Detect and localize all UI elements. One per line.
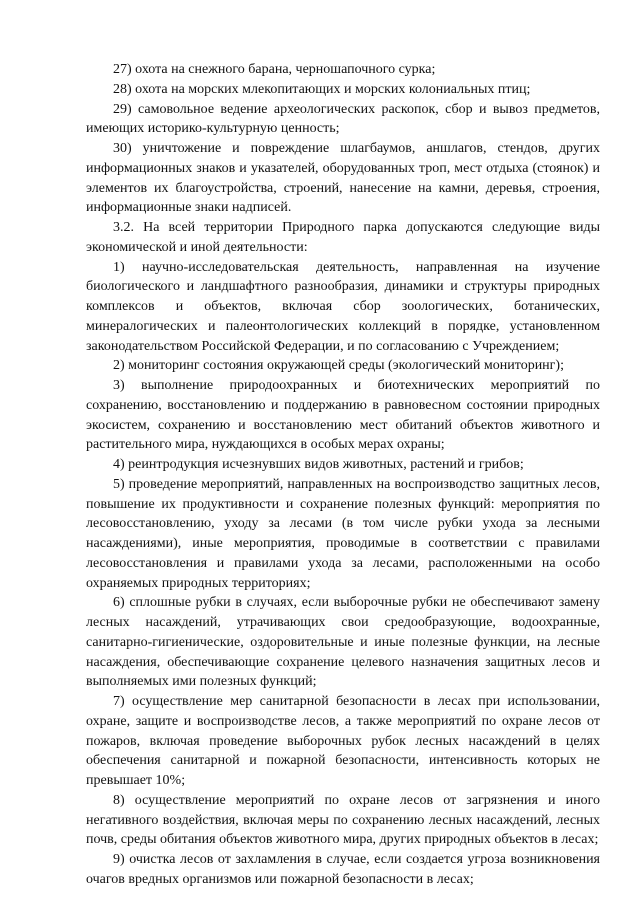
- section-3-2-heading: 3.2. На всей территории Природного парка допускаются следующие виды экономической и иной деятельности:: [86, 220, 600, 255]
- item-28: 28) охота на морских млекопитающих и морских колониальных птиц;: [113, 81, 531, 97]
- allowed-item-9: 9) очистка лесов от захламления в случае, если создается угроза возникновения очагов вредных организмов или пожарной безопасности в лесах;: [86, 852, 600, 887]
- allowed-item-1: 1) научно-исследовательская деятельность, направленная на изучение биологического и ландшафтного разнообразия, динамики и структуры природных комплексов и объектов, включая сбор зоологических, ботанических, минералогических и палеонтологических коллекций в порядке, установленном законодательством Российской Федерации, и по согласованию с Учреждением;: [86, 259, 600, 354]
- allowed-item-2: 2) мониторинг состояния окружающей среды (экологический мониторинг);: [113, 358, 564, 374]
- item-30: 30) уничтожение и повреждение шлагбаумов, аншлагов, стендов, других информационных знаков и указателей, оборудованных троп, мест отдыха (стоянок) и элементов их благоустройства, строений, нанесение на камни, деревья, строения, информационные знаки надписей.: [86, 141, 600, 216]
- allowed-item-6: 6) сплошные рубки в случаях, если выборочные рубки не обеспечивают замену лесных насаждений, утрачивающих свои средообразующие, водоохранные, санитарно-гигиенические, оздоровительные и иные полезные функции, на лесные насаждения, обеспечивающие сохранение целевого назначения защитных лесов и выполняемых ими полезных функций;: [86, 595, 600, 690]
- allowed-item-3: 3) выполнение природоохранных и биотехнических мероприятий по сохранению, восстановлению и поддержанию в равновесном состоянии природных экосистем, сохранению и восстановлению мест обитаний объектов животного и растительного мира, нуждающихся в особых мерах охраны;: [86, 378, 600, 453]
- allowed-item-7: 7) осуществление мер санитарной безопасности в лесах при использовании, охране, защите и воспроизводстве лесов, а также мероприятий по охране лесов от пожаров, включая проведение выборочных рубок лесных насаждений в целях обеспечения санитарной и пожарной безопасности, интенсивность которых не превышает 10%;: [86, 694, 600, 788]
- allowed-item-8: 8) осуществление мероприятий по охране лесов от загрязнения и иного негативного воздействия, включая меры по сохранению лесных насаждений, лесных почв, среды обитания объектов животного мира, других природных объектов в лесах;: [86, 792, 600, 848]
- item-29: 29) самовольное ведение археологических раскопок, сбор и вывоз предметов, имеющих историко-культурную ценность;: [86, 101, 600, 137]
- allowed-item-5: 5) проведение мероприятий, направленных на воспроизводство защитных лесов, повышение их продуктивности и сохранение полезных функций: мероприятия по лесовосстановлению, уходу за лесами (в том числе рубки ухода за лесными насаждениями), иные мероприятия, проводимые в соответствии с правилами лесовосстановления и правилами ухода за лесами, расположенными на особо охраняемых природных территориях;: [86, 476, 600, 591]
- document-page: [86, 60, 600, 890]
- item-27: 27) охота на снежного барана, черношапочного сурка;: [113, 62, 436, 77]
- allowed-item-4: 4) реинтродукция исчезнувших видов животных, растений и грибов;: [113, 457, 524, 472]
